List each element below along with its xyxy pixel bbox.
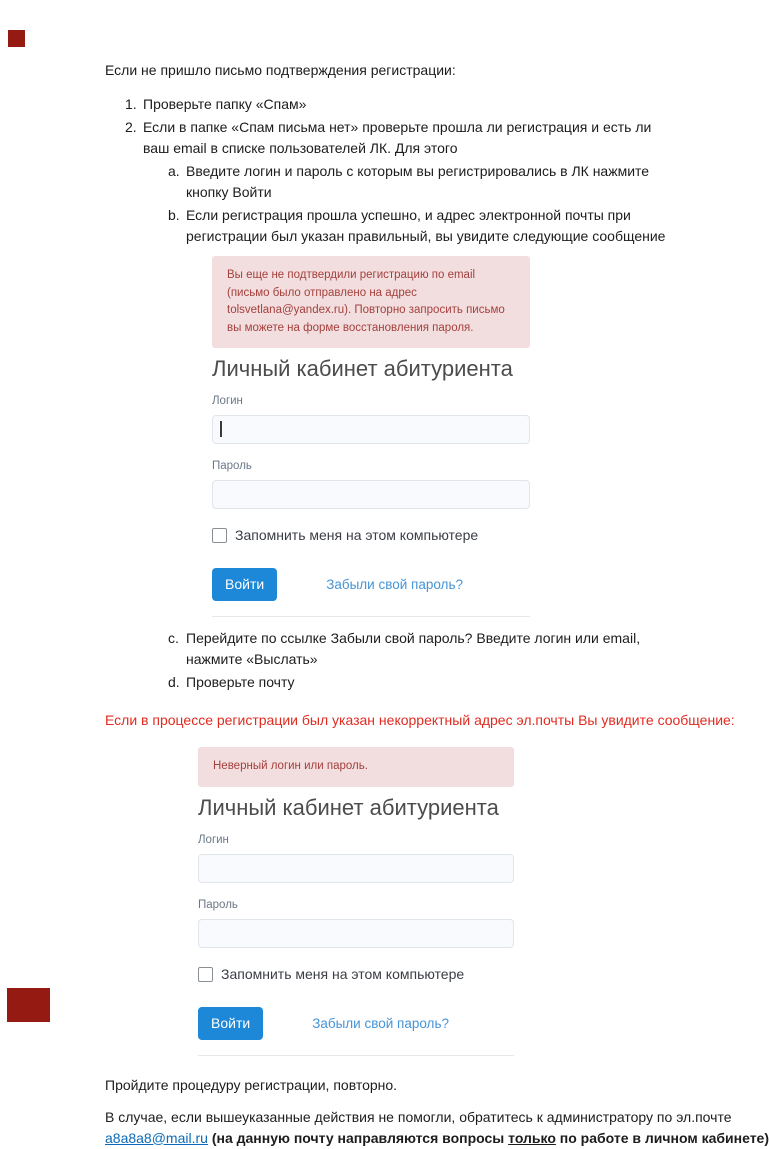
list-marker: 2. xyxy=(125,119,137,135)
form-actions xyxy=(198,1007,514,1040)
list-text: Если регистрация прошла успешно, и адрес электронной почты при регистрации был указан правильный, вы увидите следующие сообщение xyxy=(186,207,666,244)
intro-paragraph: Если не пришло письмо подтверждения регистрации: xyxy=(105,62,456,78)
cabinet-title: Личный кабинет абитуриента xyxy=(198,794,499,820)
list-text: Перейдите по ссылке Забыли свой пароль? Введите логин или email, нажмите «Выслать» xyxy=(186,630,641,667)
login-button[interactable]: Войти xyxy=(212,568,277,601)
list-text: Если в папке «Спам письма нет» проверьте прошла ли регистрация и есть ли ваш email в списке пользователей ЛК. Для этого xyxy=(143,119,652,156)
red-warning-paragraph: Если в процессе регистрации был указан некорректный адрес эл.почты Вы увидите сообщение: xyxy=(105,712,735,728)
forgot-password-link[interactable]: Забыли свой пароль? xyxy=(312,1015,449,1031)
password-label: Пароль xyxy=(212,460,252,472)
list-item xyxy=(125,117,675,159)
screenshot-divider xyxy=(212,616,530,618)
text-cursor xyxy=(220,421,222,437)
remember-checkbox[interactable] xyxy=(212,528,227,543)
remember-label: Запомнить меня на этом компьютере xyxy=(221,965,465,982)
list-marker: 1. xyxy=(125,96,137,112)
alert-email-not-confirmed: Вы еще не подтвердили регистрацию по email (письмо было отправлено на адрес tolsvetlana@yandex.ru). Повторно запросить письмо вы можете на форме восстановления пароля. xyxy=(212,256,530,348)
list-item xyxy=(168,628,675,670)
login-label: Логин xyxy=(212,395,243,407)
lettered-list-cd xyxy=(168,628,675,693)
list-item xyxy=(168,672,675,693)
contact-line: В случае, если вышеуказанные действия не помогли, обратитесь к администратору по эл.почте xyxy=(105,1108,732,1125)
remember-row xyxy=(212,525,530,546)
retry-paragraph: Пройдите процедуру регистрации, повторно. xyxy=(105,1076,398,1093)
red-corner-marker-top-left xyxy=(8,30,25,47)
contact-bold-text: (на данную почту направляются вопросы xyxy=(207,1129,509,1146)
list-marker: a. xyxy=(168,163,180,179)
list-marker: c. xyxy=(168,630,179,646)
login-input[interactable] xyxy=(198,854,514,883)
list-item xyxy=(125,94,675,115)
screenshot-login-confirm-pending xyxy=(212,256,530,618)
list-item xyxy=(168,161,675,203)
password-input[interactable] xyxy=(198,919,514,948)
screenshot-divider xyxy=(198,1055,514,1057)
remember-checkbox[interactable] xyxy=(198,967,213,982)
list-marker: d. xyxy=(168,674,180,690)
list-text: Введите логин и пароль с которым вы регистрировались в ЛК нажмите кнопку Войти xyxy=(186,163,650,200)
login-input[interactable] xyxy=(212,415,530,444)
remember-row xyxy=(198,964,514,985)
admin-email-link[interactable]: a8a8a8@mail.ru xyxy=(105,1129,208,1146)
numbered-list xyxy=(125,94,675,159)
form-actions xyxy=(212,568,530,601)
remember-label: Запомнить меня на этом компьютере xyxy=(235,527,479,543)
list-item xyxy=(168,205,675,247)
list-marker: b. xyxy=(168,207,180,223)
list-text: Проверьте почту xyxy=(186,674,295,690)
password-label: Пароль xyxy=(198,898,238,911)
contact-bold-text: по работе в личном кабинете) xyxy=(555,1129,769,1146)
document-content xyxy=(105,60,769,1149)
cabinet-title: Личный кабинет абитуриента xyxy=(212,356,513,381)
red-corner-marker-bottom-left xyxy=(7,988,50,1022)
lettered-list-ab xyxy=(168,161,675,247)
password-input[interactable] xyxy=(212,480,530,509)
contact-bold-underlined: только xyxy=(508,1129,556,1146)
alert-invalid-credentials: Неверный логин или пароль. xyxy=(198,747,514,787)
login-button[interactable]: Войти xyxy=(198,1007,263,1040)
list-text: Проверьте папку «Спам» xyxy=(143,96,307,112)
contact-line-2 xyxy=(105,1128,769,1149)
login-label: Логин xyxy=(198,833,229,846)
screenshot-login-invalid xyxy=(198,747,514,1057)
contact-paragraph xyxy=(105,1107,769,1149)
forgot-password-link[interactable]: Забыли свой пароль? xyxy=(326,577,463,592)
